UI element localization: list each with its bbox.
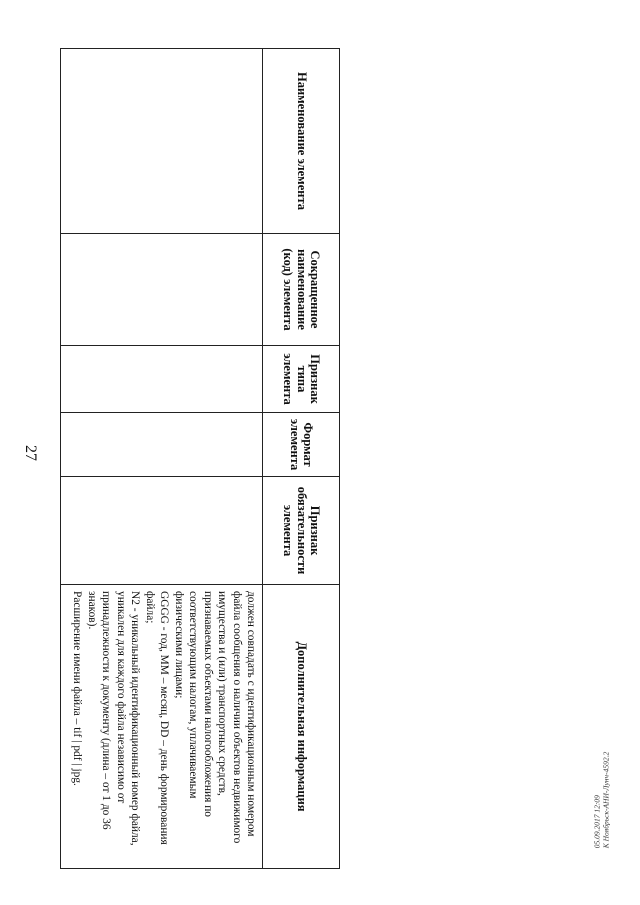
table-row — [61, 49, 263, 869]
header-type-flag: Признак типа элемента — [263, 346, 340, 413]
table-wrapper — [60, 48, 340, 868]
info-paragraph: Расширение имени файла – tif | pdf | jpg. — [71, 591, 84, 786]
cell-additional-info — [61, 585, 263, 869]
document-footer-stamp — [593, 752, 612, 848]
header-mandatory-flag: Признак обязательности элемента — [263, 477, 340, 585]
info-paragraph: должен совпадать с идентификационным номером файла сообщения о наличии объектов недвижимого имущества и (или) транспортных средств, признаваемых объектами налогообложения по соответствующим налогам, уплачиваемым физическими лицами; — [172, 591, 257, 844]
footer-doc-id: К Ноябрьск-АНИ-Лунч-4592.2 — [602, 751, 611, 849]
header-additional-info: Дополнительная информация — [263, 585, 340, 869]
cell-type-flag — [61, 346, 263, 413]
info-paragraph: GGGG - год, MM – месяц, DD – день формирования файла; — [143, 591, 171, 845]
header-short-name: Сокращенное наименование (код) элемента — [263, 234, 340, 346]
header-element-name: Наименование элемента — [263, 49, 340, 234]
table-region — [60, 48, 340, 868]
cell-element-name — [61, 49, 263, 234]
footer-date: 05.09.2017 12:09 — [592, 795, 602, 849]
header-format: Формат элемента — [263, 413, 340, 477]
page-number: 27 — [22, 445, 39, 461]
cell-format — [61, 413, 263, 477]
table-header-row — [263, 49, 340, 869]
info-paragraph: N2 - уникальный идентификационный номер файла, уникален для каждого файла независимо от принадлежности к документу (длина – от 1 до 36 знаков). — [85, 591, 142, 846]
cell-mandatory-flag — [61, 477, 263, 585]
elements-table — [60, 48, 340, 869]
cell-short-name — [61, 234, 263, 346]
